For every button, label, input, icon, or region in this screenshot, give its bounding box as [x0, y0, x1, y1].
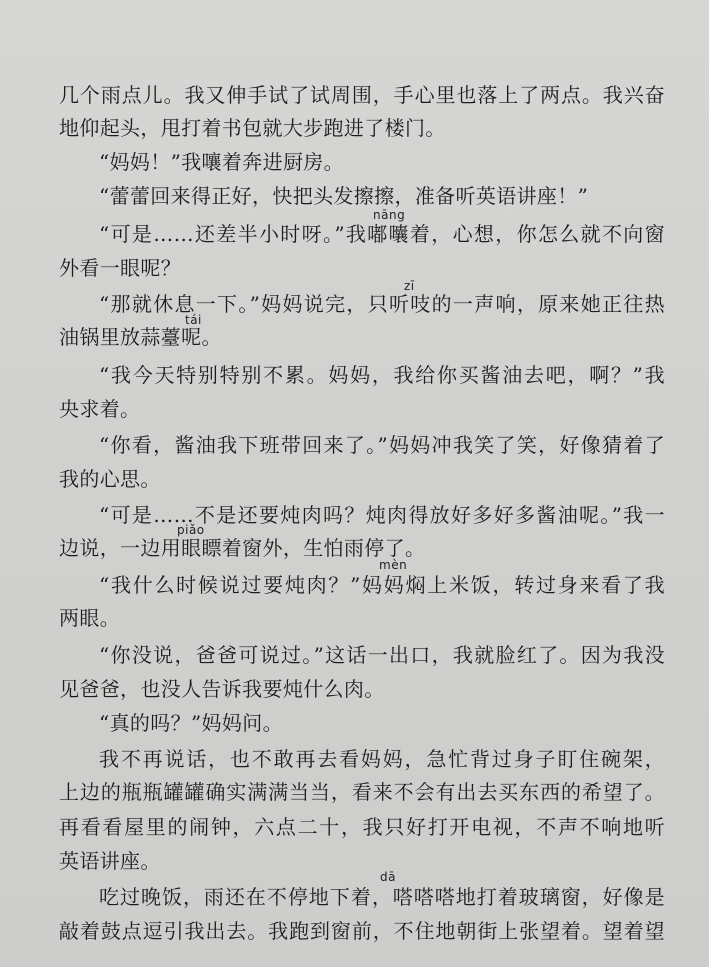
- text-line-23: 英语讲座。: [59, 849, 161, 873]
- pinyin-men: mèn: [379, 558, 408, 572]
- text-line-16: 两眼。: [59, 606, 121, 630]
- text-line-4: “蕾蕾回来得正好，快把头发擦擦，准备听英语讲座！”: [99, 184, 589, 208]
- text-line-15: “我什么时候说过要炖肉？”妈妈焖上米饭，转过身来看了我: [99, 573, 665, 597]
- text-line-17: “你没说，爸爸可说过。”这话一出口，我就脸红了。因为我没: [99, 643, 665, 667]
- text-line-21: 上边的瓶瓶罐罐确实满满当当，看来不会有出去买东西的希望了。: [59, 780, 665, 804]
- text-line-13: “可是……不是还要炖肉吗？炖肉得放好多好多酱油呢。”我一: [99, 503, 665, 527]
- text-line-9: “我今天特别特别不累。妈妈，我给你买酱油去吧，啊？”我: [99, 363, 665, 387]
- text-line-11: “你看，酱油我下班带回来了。”妈妈冲我笑了笑，好像猜着了: [99, 433, 665, 457]
- pinyin-tai: tái: [185, 313, 202, 327]
- text-line-24: 吃过晚饭，雨还在不停地下着，嗒嗒嗒地打着玻璃窗，好像是: [99, 885, 665, 909]
- pinyin-nang: nāng: [373, 208, 406, 222]
- text-line-22: 再看看屋里的闹钟，六点二十，我只好打开电视，不声不响地听: [59, 815, 665, 839]
- text-line-12: 我的心思。: [59, 467, 161, 491]
- text-line-3: “妈妈！”我嚷着奔进厨房。: [99, 150, 344, 174]
- pinyin-da: dā: [380, 870, 396, 884]
- text-line-20: 我不再说话，也不敢再去看妈妈，急忙背过身子盯住碗架，: [99, 747, 665, 771]
- text-line-25: 敲着鼓点逗引我出去。我跑到窗前，不住地朝街上张望着。望着望: [59, 919, 665, 943]
- text-line-8: 油锅里放蒜薹呢。: [59, 325, 222, 349]
- text-line-14: 边说，一边用眼瞟着窗外，生怕雨停了。: [59, 536, 426, 560]
- text-line-18: 见爸爸，也没人告诉我要炖什么肉。: [59, 677, 385, 701]
- text-line-2: 地仰起头，甩打着书包就大步跑进了楼门。: [59, 116, 446, 140]
- text-line-19: “真的吗？”妈妈问。: [99, 711, 283, 735]
- text-line-7: “那就休息一下。”妈妈说完，只听吱的一声响，原来她正往热: [99, 292, 665, 316]
- text-line-1: 几个雨点儿。我又伸手试了试周围，手心里也落上了两点。我兴奋: [59, 83, 665, 107]
- text-line-5: “可是……还差半小时呀。”我嘟囔着，心想，你怎么就不向窗: [99, 222, 665, 246]
- pinyin-piao: piǎo: [177, 523, 205, 537]
- text-line-6: 外看一眼呢？: [59, 256, 182, 280]
- pinyin-zi: zī: [404, 279, 415, 293]
- text-line-10: 央求着。: [59, 397, 141, 421]
